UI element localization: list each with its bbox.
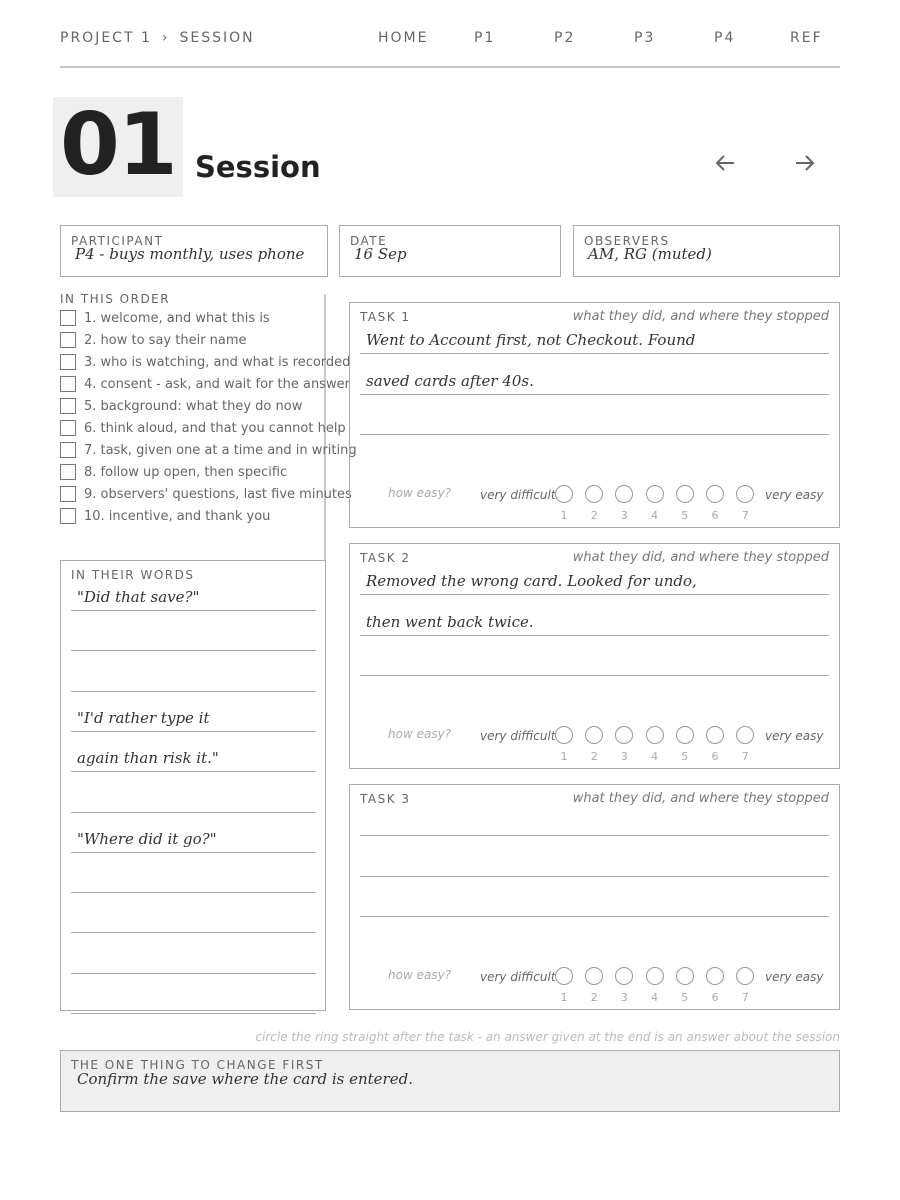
task-label: TASK 3 (360, 792, 411, 806)
ruled-line (360, 876, 829, 877)
change-first-label: THE ONE THING TO CHANGE FIRST (71, 1058, 324, 1072)
observers-field[interactable] (573, 225, 840, 277)
rating-number: 3 (620, 509, 628, 522)
task-note[interactable]: saved cards after 40s. (366, 371, 534, 390)
ruled-line (71, 1013, 316, 1014)
task-note[interactable]: Removed the wrong card. Looked for undo, (366, 572, 697, 590)
arrow-right-icon[interactable] (790, 148, 820, 178)
ruled-line (360, 916, 829, 917)
task-hint: what they did, and where they stopped (572, 791, 829, 806)
checklist-item-label: 1. welcome, and what this is (84, 311, 270, 326)
ruled-line (360, 594, 829, 595)
ease-question: how easy? (388, 968, 452, 982)
session-number: 01 (60, 95, 176, 195)
ruled-line (71, 892, 316, 893)
rating-ring[interactable] (706, 485, 724, 503)
task-card (349, 543, 840, 769)
rating-number: 6 (711, 509, 719, 522)
ruled-line (71, 812, 316, 813)
ease-question: how easy? (388, 727, 452, 741)
ruled-line (71, 852, 316, 853)
task-label: TASK 2 (360, 551, 411, 565)
nav-link-p1[interactable]: P1 (474, 30, 496, 46)
nav-link-p3[interactable]: P3 (634, 30, 656, 46)
checkbox[interactable] (60, 310, 76, 326)
checkbox[interactable] (60, 464, 76, 480)
task-card (349, 784, 840, 1010)
checkbox[interactable] (60, 420, 76, 436)
date-value: 16 Sep (354, 245, 407, 263)
ruled-line (360, 353, 829, 354)
rating-number: 1 (560, 750, 568, 763)
breadcrumb (60, 30, 255, 46)
breadcrumb-current: SESSION (179, 30, 255, 46)
rating-number: 7 (741, 509, 749, 522)
nav-link-p2[interactable]: P2 (554, 30, 576, 46)
rating-ring[interactable] (736, 485, 754, 503)
checkbox[interactable] (60, 486, 76, 502)
task-note[interactable]: Went to Account first, not Checkout. Found (366, 331, 696, 349)
rating-number: 2 (590, 509, 598, 522)
nav-link-p4[interactable]: P4 (714, 30, 736, 46)
rating-ring[interactable] (736, 726, 754, 744)
rating-ring[interactable] (615, 967, 633, 985)
checklist-item-label: 7. task, given one at a time and in writing (84, 443, 357, 458)
ruled-line (71, 610, 316, 611)
rating-ring[interactable] (646, 967, 664, 985)
ruled-line (71, 650, 316, 651)
checklist-item-label: 10. incentive, and thank you (84, 509, 271, 524)
ruled-line (360, 835, 829, 836)
date-field[interactable] (339, 225, 561, 277)
rating-ring[interactable] (676, 485, 694, 503)
checklist-item-label: 8. follow up open, then specific (84, 465, 288, 480)
order-heading: IN THIS ORDER (60, 292, 171, 306)
rating-number: 5 (681, 750, 689, 763)
rating-number: 5 (681, 509, 689, 522)
rating-number: 4 (651, 991, 659, 1004)
change-first-field[interactable] (60, 1050, 840, 1112)
checklist-item-label: 4. consent - ask, and wait for the answer (84, 377, 350, 392)
rating-number: 2 (590, 750, 598, 763)
rating-number: 4 (651, 509, 659, 522)
checklist-item-label: 3. who is watching, and what is recorded (84, 355, 351, 370)
quote-text[interactable]: "Where did it go?" (77, 829, 217, 848)
ease-question: how easy? (388, 486, 452, 500)
ruled-line (71, 731, 316, 732)
ruled-line (360, 434, 829, 435)
rating-ring[interactable] (706, 967, 724, 985)
rating-ring[interactable] (585, 485, 603, 503)
rating-ring[interactable] (615, 726, 633, 744)
checklist-item-label: 6. think aloud, and that you cannot help (84, 421, 346, 436)
quotes-heading: IN THEIR WORDS (71, 568, 195, 582)
checklist-item-label: 5. background: what they do now (84, 399, 303, 414)
ruled-line (360, 675, 829, 676)
rating-ring[interactable] (555, 967, 573, 985)
task-hint: what they did, and where they stopped (572, 550, 829, 565)
observers-label: OBSERVERS (584, 234, 670, 248)
breadcrumb-separator-icon: › (161, 30, 170, 46)
rating-number: 1 (560, 991, 568, 1004)
rating-ring[interactable] (676, 967, 694, 985)
page-title: Session (195, 150, 321, 184)
rating-ring[interactable] (555, 485, 573, 503)
rating-ring[interactable] (706, 726, 724, 744)
task-hint: what they did, and where they stopped (572, 309, 829, 324)
top-nav (60, 30, 840, 50)
date-label: DATE (350, 234, 388, 248)
rating-ring[interactable] (555, 726, 573, 744)
rating-ring[interactable] (676, 726, 694, 744)
nav-link-home[interactable]: HOME (378, 30, 429, 46)
rating-number: 1 (560, 509, 568, 522)
task-label: TASK 1 (360, 310, 411, 324)
rating-number: 6 (711, 991, 719, 1004)
scale-left-label: very difficult (480, 488, 556, 502)
breadcrumb-project[interactable]: PROJECT 1 (60, 30, 152, 46)
participant-label: PARTICIPANT (71, 234, 164, 248)
scale-right-label: very easy (765, 970, 824, 984)
rating-ring[interactable] (585, 967, 603, 985)
checklist-item-label: 9. observers' questions, last five minutes (84, 487, 352, 502)
checkbox[interactable] (60, 354, 76, 370)
ruled-line (71, 771, 316, 772)
rating-ring[interactable] (736, 967, 754, 985)
rating-number: 7 (741, 750, 749, 763)
rating-number: 4 (651, 750, 659, 763)
quote-text[interactable]: again than risk it." (77, 749, 219, 768)
observers-value: AM, RG (muted) (588, 245, 712, 263)
rating-number: 6 (711, 750, 719, 763)
rating-ring[interactable] (646, 726, 664, 744)
footer-note: circle the ring straight after the task - an answer given at the end is an answer about the session (255, 1030, 840, 1044)
checkbox[interactable] (60, 398, 76, 414)
task-note[interactable]: then went back twice. (366, 612, 534, 631)
header-divider (60, 66, 840, 68)
ruled-line (360, 394, 829, 395)
rating-number: 7 (741, 991, 749, 1004)
scale-left-label: very difficult (480, 729, 556, 743)
nav-link-ref[interactable]: REF (790, 30, 823, 46)
checkbox[interactable] (60, 442, 76, 458)
rating-number: 5 (681, 991, 689, 1004)
participant-value: P4 - buys monthly, uses phone (75, 245, 305, 263)
scale-right-label: very easy (765, 488, 824, 502)
ruled-line (71, 973, 316, 974)
ruled-line (71, 691, 316, 692)
quote-text[interactable]: "Did that save?" (77, 588, 200, 606)
scale-right-label: very easy (765, 729, 824, 743)
checkbox[interactable] (60, 376, 76, 392)
rating-number: 3 (620, 750, 628, 763)
ruled-line (71, 932, 316, 933)
ruled-line (360, 635, 829, 636)
arrow-left-icon[interactable] (710, 148, 740, 178)
checkbox[interactable] (60, 508, 76, 524)
checkbox[interactable] (60, 332, 76, 348)
rating-number: 3 (620, 991, 628, 1004)
quotes-panel (60, 560, 326, 1011)
rating-ring[interactable] (615, 485, 633, 503)
rating-ring[interactable] (585, 726, 603, 744)
participant-field[interactable] (60, 225, 328, 277)
rating-ring[interactable] (646, 485, 664, 503)
checklist-item-label: 2. how to say their name (84, 333, 247, 348)
task-card (349, 302, 840, 528)
quote-text[interactable]: "I'd rather type it (77, 708, 210, 727)
change-first-value: Confirm the save where the card is entered. (77, 1070, 413, 1088)
scale-left-label: very difficult (480, 970, 556, 984)
rating-number: 2 (590, 991, 598, 1004)
